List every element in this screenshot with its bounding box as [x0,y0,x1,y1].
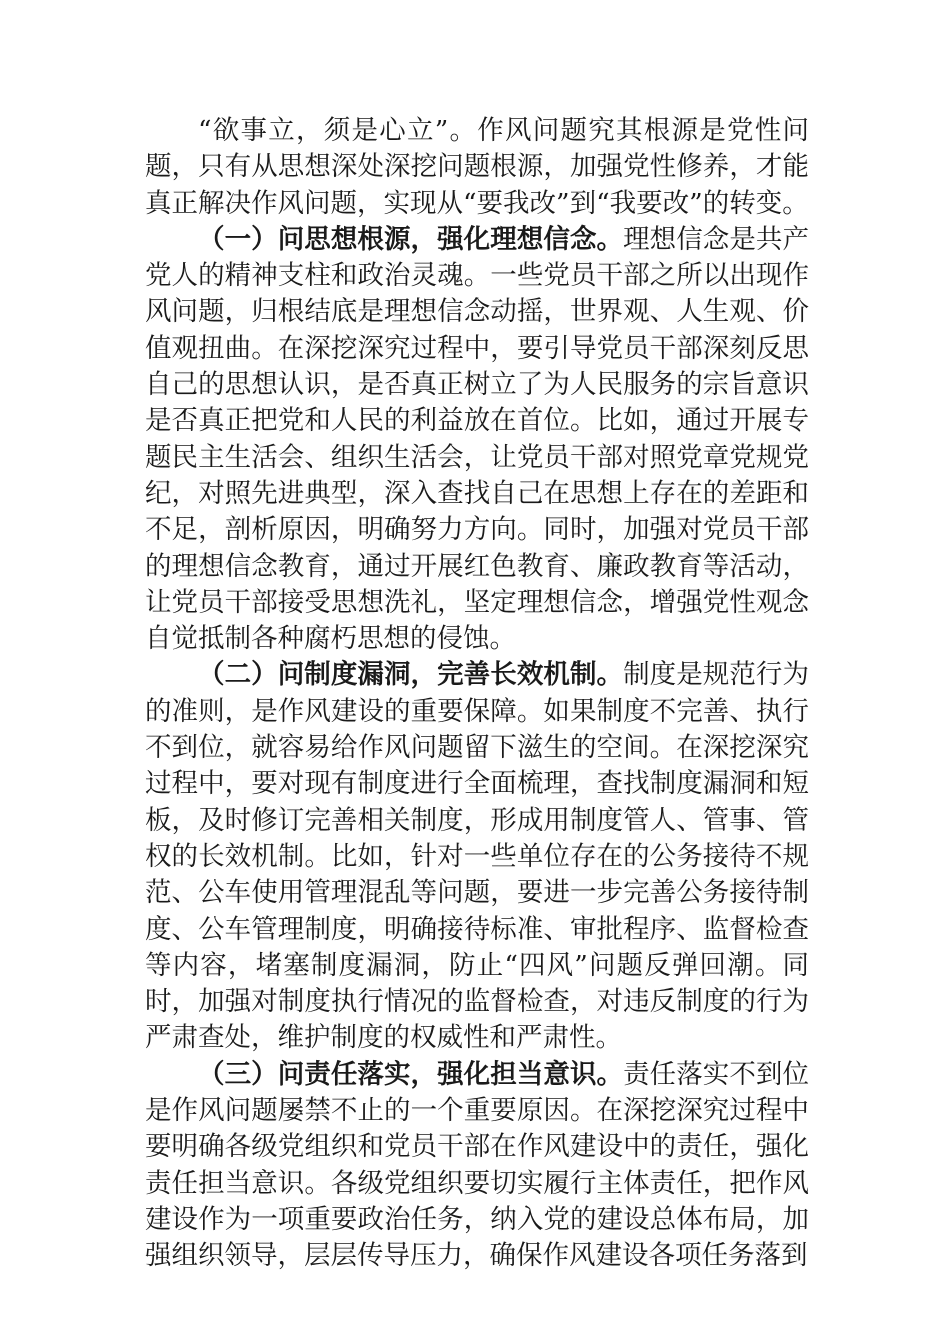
paragraph-text: 理想信念是共产党人的精神支柱和政治灵魂。一些党员干部之所以出现作风问题，归根结底是理想信念动摇，世界观、人生观、价值观扭曲。在深挖深究过程中，要引导党员干部深刻反思自己的思想认识，是否真正树立了为人民服务的宗旨意识是否真正把党和人民的利益放在首位。比如，通过开展专题民主生活会、组织生活会，让党员干部对照党章党规党纪，对照先进典型，深入查找自己在思想上存在的差距和不足，剖析原因，明确努力方向。同时，加强对党员干部的理想信念教育，通过开展红色教育、廉政教育等活动，让党员干部接受思想洗礼，坚定理想信念，增强党性观念自觉抵制各种腐朽思想的侵蚀。 [145,223,810,655]
paragraph-heading: （二）问制度漏洞，完善长效机制。 [198,659,624,691]
paragraph-heading: （三）问责任落实，强化担当意识。 [198,1058,624,1090]
paragraph-heading: （一）问思想根源，强化理想信念。 [198,223,624,255]
paragraph-section-2 [145,657,809,1056]
paragraph-intro [145,113,809,222]
document-body [145,113,809,1275]
paragraph-text: 制度是规范行为的准则，是作风建设的重要保障。如果制度不完善、执行不到位，就容易给作风问题留下滋生的空间。在深挖深究过程中，要对现有制度进行全面梳理，查找制度漏洞和短板，及时修订完善相关制度，形成用制度管人、管事、管权的长效机制。比如，针对一些单位存在的公务接待不规范、公车使用管理混乱等问题，要进一步完善公务接待制度、公车管理制度，明确接待标准、审批程序、监督检查等内容，堵塞制度漏洞，防止“四风”问题反弹回潮。同时，加强对制度执行情况的监督检查，对违反制度的行为严肃查处，维护制度的权威性和严肃性。 [145,659,810,1054]
paragraph-text: “欲事立，须是心立”。作风问题究其根源是党性问题，只有从思想深处深挖问题根源，加强党性修养，才能真正解决作风问题，实现从“要我改”到“我要改”的转变。 [145,115,809,219]
paragraph-section-1 [145,222,809,658]
paragraph-text: 责任落实不到位是作风问题屡禁不止的一个重要原因。在深挖深究过程中要明确各级党组织和党员干部在作风建设中的责任，强化责任担当意识。各级党组织要切实履行主体责任，把作风建设作为一项重要政治任务，纳入党的建设总体布局，加强组织领导，层层传导压力，确保作风建设各项任务落到 [145,1058,810,1272]
paragraph-section-3 [145,1057,809,1275]
